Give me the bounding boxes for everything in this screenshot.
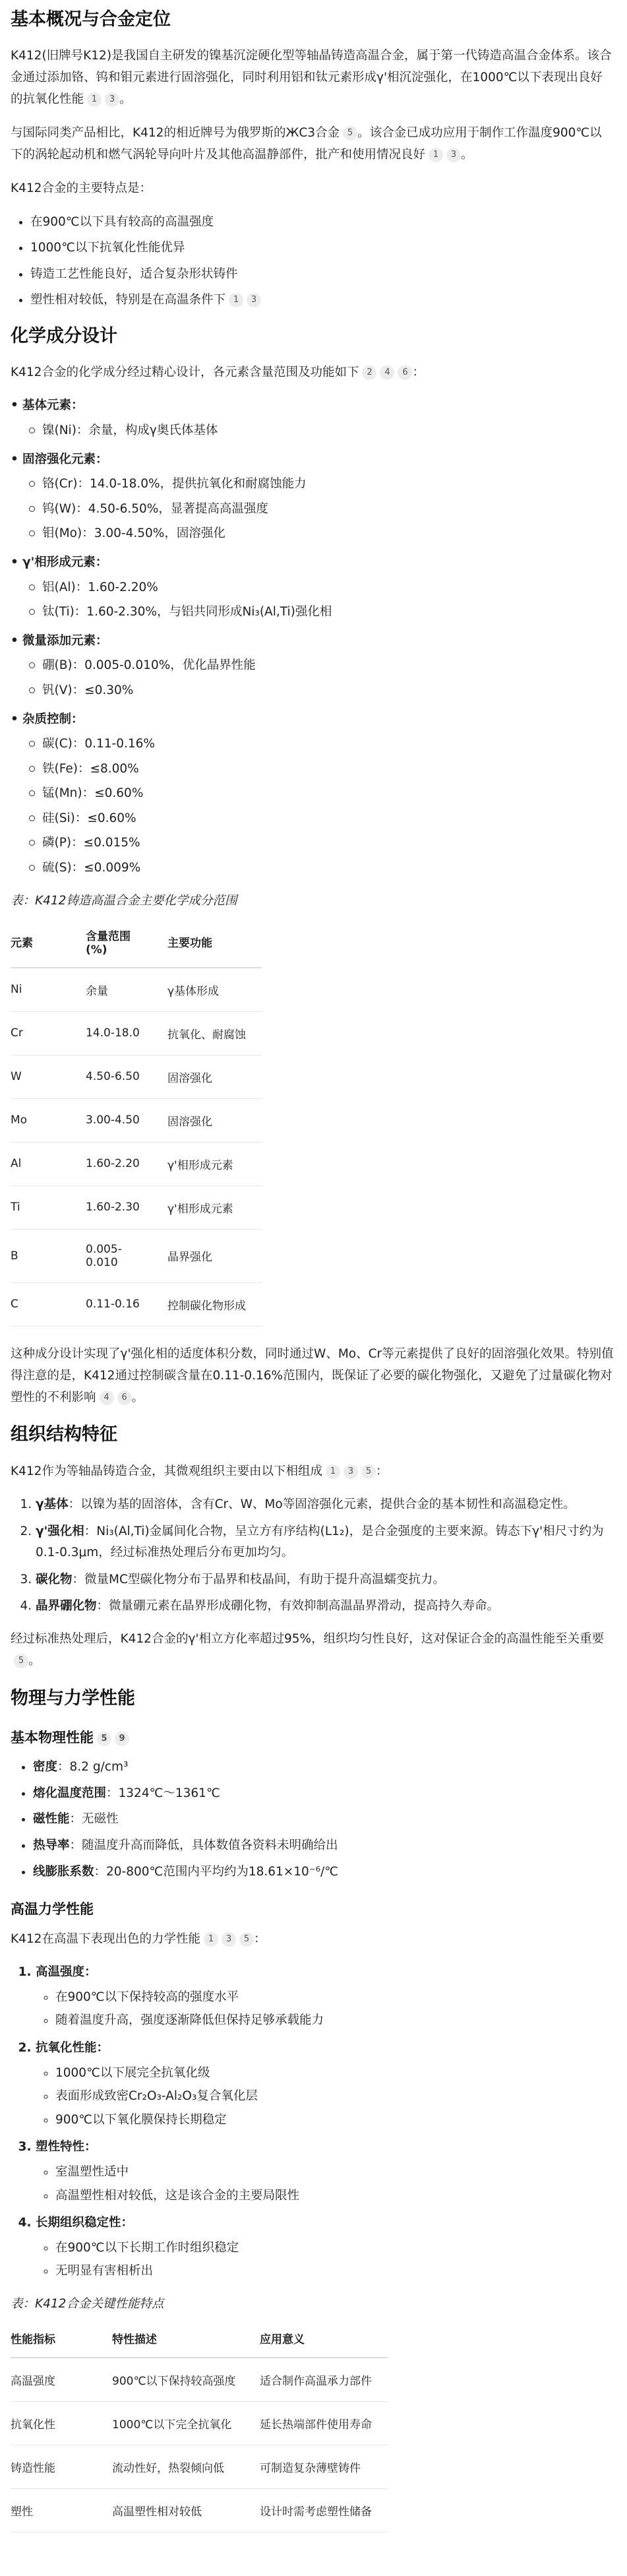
list-item: 2. 抗氧化性能： ◦ 1000℃以下展完全抗氧化级 ◦ 表面形成致密Cr₂O₃-Al₂O₃复合氧化层 ◦ 900℃以下氧化膜保持长期稳定 [36, 2038, 616, 2129]
section-title-properties: 物理与力学性能 [11, 1688, 135, 1709]
table-cell: γ'相形成元素 [167, 1185, 262, 1229]
table-cell: 1000℃以下完全抗氧化 [112, 2401, 260, 2445]
citation-badge[interactable]: 5 [239, 1932, 254, 1947]
table-row [11, 1055, 262, 1098]
performance-table [11, 2321, 388, 2532]
citation-badge[interactable]: 9 [115, 1732, 129, 1746]
group-heading-label: 固溶强化元素 [22, 452, 96, 466]
table-cell: 1.60-2.30 [86, 1185, 167, 1229]
table-cell: 0.11-0.16 [86, 1282, 167, 1326]
list-item: ◦ 900℃以下氧化膜保持长期稳定 [55, 2110, 616, 2130]
list-item: 硅(Si)：≤0.60% [42, 809, 616, 829]
list-item: 锰(Mn)：≤0.60% [42, 784, 616, 803]
list-item: • 热导率：随温度升高而降低，具体数值各资料未明确给出 [33, 1836, 616, 1856]
list-item: 2. γ'强化相：Ni₃(Al,Ti)金属间化合物，呈立方有序结构(L1₂)，是合金强度的主要来源。铸态下γ'相尺寸约为0.1-0.3μm，经过标准热处理后分布更加均匀。 [36, 1521, 614, 1564]
microstructure-intro: K412作为等轴晶铸造合金，其微观组织主要由以下相组成 1 3 5 ： [11, 1464, 388, 1478]
list-item: 1. 高温强度： ◦ 在900℃以下保持较高的强度水平 ◦ 随着温度升高，强度逐渐降低但保持足够承载能力 [36, 1963, 616, 2030]
overview-paragraph-1: K412(旧牌号K12)是我国自主研发的镍基沉淀硬化型等轴晶铸造高温合金，属于第一代铸造高温合金体系。该合金通过添加铬、钨和钼元素进行固溶强化，同时利用铝和钛元素形成γ'相沉淀强化，在1000℃以下表现出良好的抗氧化性能 1 3 。 [11, 49, 612, 106]
table-row [11, 1098, 262, 1142]
column-header: 元素 [11, 918, 86, 968]
list-item: 3. 塑性特性： ◦ 室温塑性适中 ◦ 高温塑性相对较低，这是该合金的主要局限性 [36, 2137, 616, 2205]
table-row [11, 2445, 388, 2488]
list-item: • 熔化温度范围：1324℃～1361℃ [33, 1784, 616, 1804]
table-caption: 表：K412合金关键性能特点 [11, 2296, 164, 2311]
list-item: ◦ 在900℃以下保持较高的强度水平 [55, 1988, 616, 2007]
list-item: • 铸造工艺性能良好，适合复杂形状铸件 [30, 264, 616, 284]
feature-list [11, 212, 616, 311]
table-row [11, 2358, 388, 2402]
property-label: 抗氧化性能 [36, 2040, 97, 2055]
column-header: 特性描述 [112, 2321, 260, 2358]
composition-table [11, 918, 262, 1327]
table-cell: 固溶强化 [167, 1055, 262, 1098]
list-item: • 密度：8.2 g/cm³ [33, 1757, 616, 1777]
table-cell: 塑性 [11, 2488, 112, 2532]
list-item: ◦ 1000℃以下展完全抗氧化级 [55, 2063, 616, 2083]
element-group [22, 396, 616, 440]
group-heading: • 微量添加元素： [22, 631, 616, 651]
list-item: ◦ 在900℃以下长期工作时组织稳定 [55, 2238, 616, 2258]
group-heading: • 基体元素： [22, 396, 616, 416]
table-cell: Al [11, 1142, 86, 1185]
table-header-row [11, 918, 262, 968]
table-cell: 0.005-0.010 [86, 1229, 167, 1282]
table-row [11, 1011, 262, 1055]
table-cell: 3.00-4.50 [86, 1098, 167, 1142]
table-cell: 抗氧化、耐腐蚀 [167, 1011, 262, 1055]
table-cell: 延长热端部件使用寿命 [260, 2401, 388, 2445]
list-item: 4. 晶界硼化物：微量硼元素在晶界形成硼化物，有效抑制高温晶界滑动，提高持久寿命。 [36, 1596, 614, 1617]
table-cell: 可制造复杂薄壁铸件 [260, 2445, 388, 2488]
list-item: 钛(Ti)：1.60-2.30%，与铝共同形成Ni₃(Al,Ti)强化相 [42, 602, 616, 622]
table-cell: 1.60-2.20 [86, 1142, 167, 1185]
group-heading-label: 杂质控制 [22, 712, 72, 726]
list-item: 钨(W)：4.50-6.50%，显著提高高温强度 [42, 499, 616, 519]
list-item: ◦ 随着温度升高，强度逐渐降低但保持足够承载能力 [55, 2011, 616, 2030]
table-cell: 高温强度 [11, 2358, 112, 2402]
list-item: • 在900℃以下具有较高的高温强度 [30, 212, 616, 232]
sub-list [36, 2063, 616, 2130]
citation-badge[interactable]: 4 [100, 1391, 114, 1405]
table-cell: 流动性好，热裂倾向低 [112, 2445, 260, 2488]
microstructure-summary: 经过标准热处理后，K412合金的γ'相立方化率超过95%，组织均匀性良好，这对保证合金的高温性能至关重要5 。 [11, 1632, 605, 1668]
list-item: 4. 长期组织稳定性： ◦ 在900℃以下长期工作时组织稳定 ◦ 无明显有害相析出 [36, 2213, 616, 2281]
group-heading-label: γ'相形成元素 [22, 555, 96, 569]
element-group [22, 553, 616, 622]
list-item: 磷(P)：≤0.015% [42, 833, 616, 853]
table-cell: B [11, 1229, 86, 1282]
list-item: 铝(Al)：1.60-2.20% [42, 578, 616, 598]
table-cell: Ni [11, 968, 86, 1012]
section-title-overview: 基本概况与合金定位 [11, 9, 171, 30]
sub-list [36, 2238, 616, 2281]
table-row [11, 2488, 388, 2532]
table-cell: 固溶强化 [167, 1098, 262, 1142]
table-cell: W [11, 1055, 86, 1098]
table-caption: 表：K412铸造高温合金主要化学成分范围 [11, 893, 237, 908]
group-heading: • γ'相形成元素： [22, 553, 616, 573]
group-heading-label: 基体元素 [22, 398, 72, 413]
list-item: ◦ 表面形成致密Cr₂O₃-Al₂O₃复合氧化层 [55, 2087, 616, 2106]
table-cell: C [11, 1282, 86, 1326]
composition-groups [11, 396, 616, 877]
subsection-title-physical: 基本物理性能 5 9 [11, 1727, 616, 1747]
element-group [22, 710, 616, 878]
group-heading: • 杂质控制： [22, 710, 616, 730]
list-item: 1. γ基体：以镍为基的固溶体，含有Cr、W、Mo等固溶强化元素，提供合金的基本韧性和高温稳定性。 [36, 1494, 614, 1515]
list-item: 硫(S)：≤0.009% [42, 858, 616, 878]
mechanical-property-list [11, 1963, 616, 2281]
table-cell: Cr [11, 1011, 86, 1055]
column-header: 主要功能 [167, 918, 262, 968]
list-item: 钒(V)：≤0.30% [42, 681, 616, 701]
table-row [11, 1229, 262, 1282]
table-cell: 14.0-18.0 [86, 1011, 167, 1055]
table-row [11, 2401, 388, 2445]
list-item: 钼(Mo)：3.00-4.50%，固溶强化 [42, 524, 616, 544]
table-cell: 900℃以下保持较高强度 [112, 2358, 260, 2402]
list-item: • 1000℃以下抗氧化性能优异 [30, 237, 616, 258]
citation-badge[interactable]: 1 [87, 92, 102, 107]
element-group [22, 631, 616, 701]
property-label: 长期组织稳定性 [36, 2216, 121, 2230]
citation-badge[interactable]: 2 [362, 365, 376, 380]
sub-list [36, 1988, 616, 2030]
list-item: • 磁性能：无磁性 [33, 1809, 616, 1829]
list-item: 碳(C)：0.11-0.16% [42, 734, 616, 754]
table-cell: γ基体形成 [167, 968, 262, 1012]
table-cell: 晶界强化 [167, 1229, 262, 1282]
table-cell: 适合制作高温承力部件 [260, 2358, 388, 2402]
table-header-row [11, 2321, 388, 2358]
table-cell: 控制碳化物形成 [167, 1282, 262, 1326]
table-row [11, 1282, 262, 1326]
citation-badge[interactable]: 5 [361, 1464, 376, 1479]
table-cell: γ'相形成元素 [167, 1142, 262, 1185]
citation-badge[interactable]: 6 [398, 365, 412, 380]
citation-badge[interactable]: 4 [380, 365, 394, 380]
citation-badge[interactable]: 3 [247, 293, 261, 307]
list-item: 铬(Cr)：14.0-18.0%，提供抗氧化和耐腐蚀能力 [42, 474, 616, 494]
citation-badge[interactable]: 3 [343, 1464, 358, 1479]
table-cell: 4.50-6.50 [86, 1055, 167, 1098]
column-header: 性能指标 [11, 2321, 112, 2358]
column-header: 应用意义 [260, 2321, 388, 2358]
table-cell: 铸造性能 [11, 2445, 112, 2488]
property-label: 塑性特性 [36, 2140, 85, 2154]
table-cell: 余量 [86, 968, 167, 1012]
list-item: 镍(Ni)：余量，构成γ奥氏体基体 [42, 421, 616, 441]
citation-badge[interactable]: 1 [204, 1932, 218, 1947]
citation-badge[interactable]: 3 [105, 92, 119, 107]
overview-paragraph-2: 与国际同类产品相比，K412的相近牌号为俄罗斯的ЖС3合金 5 。该合金已成功应用于制作工作温度900℃以下的涡轮起动机和燃气涡轮导向叶片及其他高温静部件，批产和使用情况良好 1 3 。 [11, 125, 602, 162]
citation-badge[interactable]: 6 [117, 1391, 132, 1405]
element-group [22, 450, 616, 544]
list-item: • 塑性相对较低，特别是在高温条件下 1 3 [30, 290, 616, 310]
list-item: 硼(B)：0.005-0.010%，优化晶界性能 [42, 656, 616, 675]
list-item: ◦ 高温塑性相对较低，这是该合金的主要局限性 [55, 2186, 616, 2206]
citation-badge[interactable]: 5 [97, 1732, 111, 1746]
table-cell: Mo [11, 1098, 86, 1142]
property-label: 高温强度 [36, 1965, 85, 1980]
group-heading-label: 微量添加元素 [22, 633, 96, 648]
composition-intro: K412合金的化学成分经过精心设计，各元素含量范围及功能如下 2 4 6 ： [11, 365, 425, 380]
table-cell: 抗氧化性 [11, 2401, 112, 2445]
composition-summary: 这种成分设计实现了γ'强化相的适度体积分数，同时通过W、Mo、Cr等元素提供了良好的固溶强化效果。特别值得注意的是，K412通过控制碳含量在0.11-0.16%范围内，既保证了必要的碳化物强化，又避免了过量碳化物对塑性的不利影响 4 6 。 [11, 1346, 614, 1404]
phase-list [11, 1494, 616, 1617]
features-intro: K412合金的主要特点是： [11, 181, 152, 195]
physical-property-list [11, 1757, 616, 1881]
citation-badge[interactable]: 3 [222, 1932, 236, 1947]
column-header: 含量范围(%) [86, 918, 167, 968]
list-item: 3. 碳化物：微量MC型碳化物分布于晶界和枝晶间，有助于提升高温蠕变抗力。 [36, 1569, 614, 1590]
list-item: ◦ 无明显有害相析出 [55, 2261, 616, 2281]
table-row [11, 968, 262, 1012]
table-cell: 高温塑性相对较低 [112, 2488, 260, 2532]
subsection-title-mechanical: 高温力学性能 [11, 1901, 94, 1918]
citation-badge[interactable]: 5 [343, 126, 357, 141]
group-heading: • 固溶强化元素： [22, 450, 616, 470]
list-item: • 线膨胀系数：20-800℃范围内平均约为18.61×10⁻⁶/℃ [33, 1862, 616, 1882]
table-cell: Ti [11, 1185, 86, 1229]
table-cell: 设计时需考虑塑性储备 [260, 2488, 388, 2532]
mechanical-intro: K412在高温下表现出色的力学性能 1 3 5 ： [11, 1932, 266, 1947]
sub-list [36, 2162, 616, 2205]
citation-badge[interactable]: 3 [446, 148, 461, 162]
list-item: ◦ 室温塑性适中 [55, 2162, 616, 2182]
citation-badge[interactable]: 1 [326, 1464, 340, 1479]
section-title-microstructure: 组织结构特征 [11, 1424, 117, 1445]
citation-badge[interactable]: 5 [14, 1654, 28, 1668]
section-title-composition: 化学成分设计 [11, 326, 117, 347]
list-item: 铁(Fe)：≤8.00% [42, 759, 616, 779]
table-row [11, 1185, 262, 1229]
table-row [11, 1142, 262, 1185]
citation-badge[interactable]: 1 [429, 148, 443, 162]
citation-badge[interactable]: 1 [229, 293, 243, 307]
